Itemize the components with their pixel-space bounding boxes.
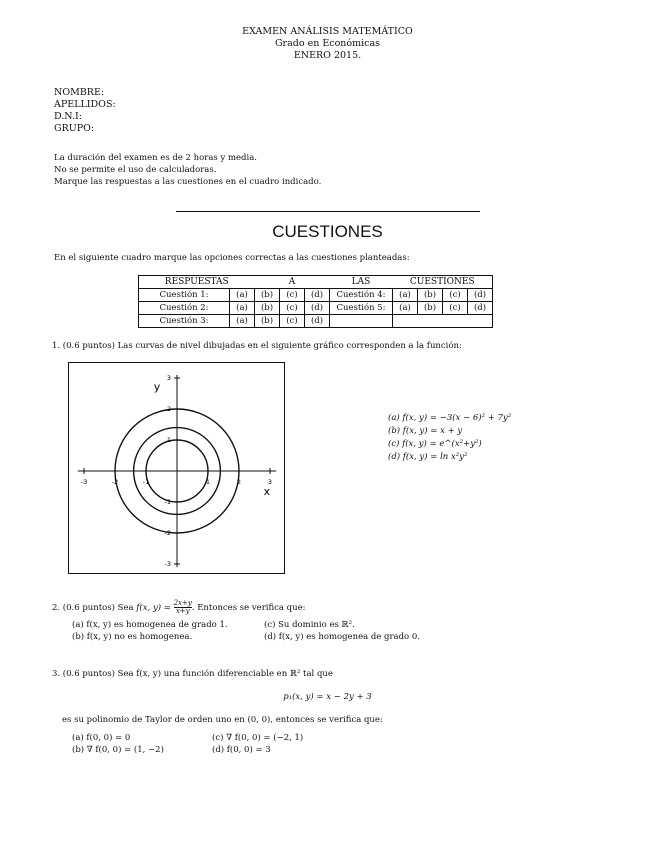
table-header-las: LAS	[330, 276, 393, 289]
question-2-option-d[interactable]: (d) f(x, y) es homogenea de grado 0.	[264, 632, 420, 642]
question-3-statement: 3. (0.6 puntos) Sea f(x, y) una función diferenciable en ℝ² tal que	[52, 669, 333, 679]
empty-cell	[393, 315, 493, 328]
answer-option-q4-d[interactable]: (d)	[468, 289, 493, 302]
question-3-continuation: es su polinomio de Taylor de orden uno en (0, 0), entonces se verifica que:	[62, 715, 383, 725]
y-tick-label: -2	[164, 529, 171, 537]
answer-option-q2-a[interactable]: (a)	[230, 302, 255, 315]
answer-option-q5-d[interactable]: (d)	[468, 302, 493, 315]
answer-option-q3-a[interactable]: (a)	[230, 315, 255, 328]
y-axis-label: y	[153, 380, 161, 394]
question-1-option-a[interactable]: (a) f(x, y) = −3(x − 6)² + 7y²	[388, 413, 512, 423]
exam-date: ENERO 2015.	[293, 50, 362, 61]
answer-option-q4-c[interactable]: (c)	[443, 289, 468, 302]
answer-option-q4-a[interactable]: (a)	[393, 289, 418, 302]
table-row	[139, 315, 493, 328]
question-3-option-d[interactable]: (d) f(0, 0) = 3	[212, 745, 271, 755]
field-apellidos: APELLIDOS:	[54, 99, 116, 110]
question-1-option-b[interactable]: (b) f(x, y) = x + y	[388, 426, 463, 436]
answer-option-q3-c[interactable]: (c)	[280, 315, 305, 328]
answer-option-q2-c[interactable]: (c)	[280, 302, 305, 315]
answer-option-q5-b[interactable]: (b)	[418, 302, 443, 315]
instruction-no-calculators: No se permite el uso de calculadoras.	[54, 165, 217, 175]
answer-option-q1-b[interactable]: (b)	[255, 289, 280, 302]
table-header-cuestiones: CUESTIONES	[393, 276, 493, 289]
x-tick-label: -2	[111, 478, 119, 486]
question-2-statement	[52, 600, 306, 615]
answer-option-q5-a[interactable]: (a)	[393, 302, 418, 315]
instruction-mark-answers: Marque las respuestas a las cuestiones en el cuadro indicado.	[54, 177, 322, 187]
question-2-option-b[interactable]: (b) f(x, y) no es homogenea.	[72, 632, 193, 642]
question-2-fraction	[174, 600, 192, 615]
exam-subtitle: Grado en Económicas	[274, 38, 381, 49]
x-tick-label: 1	[205, 478, 211, 486]
question-3-formula: p₁(x, y) = x − 2y + 3	[283, 692, 372, 702]
y-tick-label: -1	[164, 498, 171, 506]
table-header-a: A	[255, 276, 330, 289]
table-row	[139, 289, 493, 302]
question-2-tail: . Entonces se verifica que:	[191, 603, 306, 613]
answer-option-q3-d[interactable]: (d)	[305, 315, 330, 328]
y-tick-label: 3	[166, 374, 171, 382]
field-nombre: NOMBRE:	[54, 87, 105, 98]
answer-option-q5-c[interactable]: (c)	[443, 302, 468, 315]
fraction-numerator: 2x+y	[173, 599, 192, 607]
table-intro: En el siguiente cuadro marque las opciones correctas a las cuestiones planteadas:	[54, 253, 410, 263]
answer-option-q3-b[interactable]: (b)	[255, 315, 280, 328]
empty-cell	[330, 315, 393, 328]
table-header-respuestas: RESPUESTAS	[139, 276, 255, 289]
fraction-denominator: x+y	[175, 607, 190, 615]
row-label: Cuestión 3:	[139, 315, 230, 328]
question-2-option-c[interactable]: (c) Su dominio es ℝ².	[264, 620, 355, 630]
x-axis-label: x	[263, 485, 271, 498]
answer-option-q1-c[interactable]: (c)	[280, 289, 305, 302]
question-2-option-a[interactable]: (a) f(x, y) es homogenea de grado 1.	[72, 620, 228, 630]
x-tick-label: -1	[142, 478, 150, 486]
x-tick-label: 3	[267, 478, 273, 486]
question-2-lead: 2. (0.6 puntos) Sea	[52, 603, 134, 613]
answer-table	[138, 275, 493, 328]
y-tick-label: 1	[166, 436, 171, 444]
contour-plot-frame	[68, 362, 285, 574]
question-1-option-c[interactable]: (c) f(x, y) = e^(x²+y²)	[388, 439, 482, 449]
question-3-option-a[interactable]: (a) f(0, 0) = 0	[72, 733, 131, 743]
instruction-duration: La duración del examen es de 2 horas y media.	[54, 153, 257, 163]
row-label: Cuestión 2:	[139, 302, 230, 315]
question-1-statement: 1. (0.6 puntos) Las curvas de nivel dibujadas en el siguiente gráfico corresponden a la función:	[52, 341, 462, 351]
y-tick-label: -3	[164, 560, 171, 568]
x-tick-label: -3	[80, 478, 88, 486]
row-label: Cuestión 4:	[330, 289, 393, 302]
answer-option-q2-b[interactable]: (b)	[255, 302, 280, 315]
answer-option-q1-d[interactable]: (d)	[305, 289, 330, 302]
answer-option-q2-d[interactable]: (d)	[305, 302, 330, 315]
question-2-function: f(x, y) =	[136, 603, 171, 613]
answer-option-q4-b[interactable]: (b)	[418, 289, 443, 302]
section-title: CUESTIONES	[272, 222, 383, 241]
section-divider	[176, 211, 480, 212]
table-row	[139, 302, 493, 315]
y-tick-label: 2	[166, 405, 171, 413]
row-label: Cuestión 1:	[139, 289, 230, 302]
x-tick-label: 2	[236, 478, 242, 486]
field-dni: D.N.I:	[54, 111, 82, 122]
question-3-option-b[interactable]: (b) ∇ f(0, 0) = (1, −2)	[72, 745, 164, 755]
question-3-option-c[interactable]: (c) ∇ f(0, 0) = (−2, 1)	[212, 733, 304, 743]
contour-plot	[69, 363, 284, 573]
row-label: Cuestión 5:	[330, 302, 393, 315]
answer-option-q1-a[interactable]: (a)	[230, 289, 255, 302]
exam-title: EXAMEN ANÁLISIS MATEMÁTICO	[242, 26, 413, 37]
field-grupo: GRUPO:	[54, 123, 95, 134]
question-1-option-d[interactable]: (d) f(x, y) = ln x²y²	[388, 452, 468, 462]
